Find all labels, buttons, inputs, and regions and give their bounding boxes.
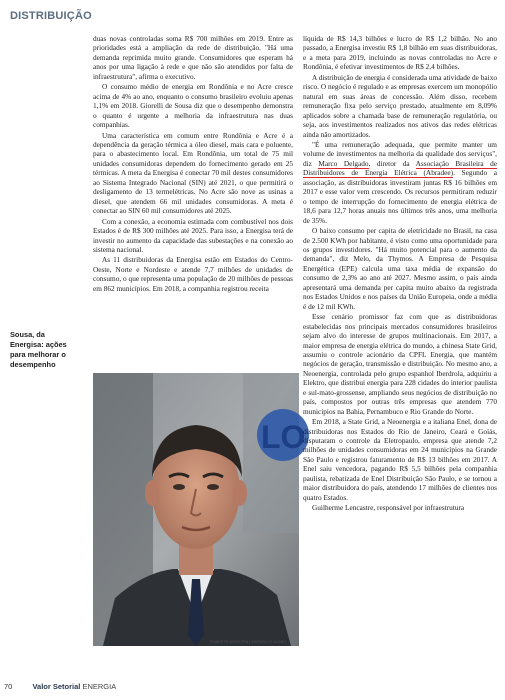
paragraph: duas novas controladas soma R$ 700 milhões em 2019. Entre as prioridades está a ampliação da rede de distribuição. "Há uma demanda reprimida muito grande. Consumidores que esperam há anos por uma ligação à rede e que não são atendidos por falta de infraestrutura", afirma o executivo.	[93, 34, 293, 81]
page-footer	[4, 682, 244, 691]
portrait-photo	[93, 373, 306, 646]
highlighted-association: Associação Brasileira de Distribuidores de Energia Elétrica (Abradee)	[303, 158, 497, 178]
paragraph: As 11 distribuidoras da Energisa estão em Estados do Centro-Oeste, Norte e Nordeste e atende 7,7 milhões de unidades de consumo, o que representa uma população de 20 milhões de pessoas em 862 municípios. Em 2018, a companhia registrou receita	[93, 255, 293, 293]
quote-text: , diretor da	[368, 158, 416, 168]
paragraph: Esse cenário promissor faz com que as distribuidoras estabelecidas nos principais mercados consumidores brasileiros sejam alvo do interesse de grupos multinacionais. Em 2017, a maior empresa de energia elétrica do mundo, a chinesa State Grid, assumiu o controle acionário da CPFL Energia, que mantém negócios de geração, transmissão e distribuição. No mesmo ano, a Neoenergia, controlada pelo grupo espanhol Iberdrola, adquiriu a Elektro, que distribui energia para 228 cidades do interior paulista e sul-mato-grossense, ampliando seus negócios de distribuição no país, compostos por outras três empresas que atendem 770 municípios na Bahia, Pernambuco e Rio Grande do Norte.	[303, 312, 497, 416]
article-column-middle	[93, 34, 293, 294]
publication-section: ENERGIA	[82, 682, 117, 691]
photo-caption: Sousa, da Energisa: ações para melhorar o desempenho	[10, 330, 67, 369]
paragraph: Uma característica em comum entre Rondônia e Acre é a dependência da geração térmica a óleo diesel, mais cara e poluente, para o abastecimento local. Em Rondônia, um total de 75 mil unidades consumidoras dependem do fornecimento gerado em 25 térmicas. A meta da Energisa é conectar 70 mil destes consumidores ao Sistema Integrado Nacional (SIN) até 2021, o que permitirá o desligamento de 13 termelétricas. No Acre são nove as usinas a diesel, que atendem 66 mil unidades consumidoras. A meta é conectar ao SIN 60 mil consumidores até 2025.	[93, 130, 293, 216]
quote-text: "É uma remuneração adequada, que permite manter um volume de investimentos na melhoria da qualidade dos serviços", diz	[303, 139, 497, 168]
photo-credit: ROBERTO MOREYRA | AGÊNCIA O GLOBO	[210, 640, 287, 644]
paragraph: Com a conexão, a economia estimada com combustível nos dois Estados é de R$ 300 milhões até 2025. Para isso, a Energisa terá de investir no aumento da capacidade das subestações e na conexão ao sistema nacional.	[93, 216, 293, 254]
paragraph	[303, 140, 497, 225]
quote-text: . Segundo a associação, as distribuidoras investiram juntas R$ 16 bilhões em 2017 e esse valor vem crescendo. Os recursos permitiram reduzir o tempo de interrupção do fornecimento de energia elétrica de 18,6 para 12,7 horas anuais nos últimos três anos, uma melhoria de 35%.	[303, 168, 497, 225]
page-number: 70	[4, 682, 13, 691]
section-title: DISTRIBUIÇÃO	[10, 10, 92, 22]
paragraph: O consumo médio de energia em Rondônia e no Acre cresce acima de 4% ao ano, enquanto o consumo brasileiro evoluiu apenas 1,1% em 2018. Giorelli de Sousa diz que o desempenho demonstra o quanto é urgente a melhoria da infraestrutura nas duas companhias.	[93, 82, 293, 130]
paragraph: Em 2018, a State Grid, a Neoenergia e a italiana Enel, dona de distribuidoras nos Estados do Rio de Janeiro, Ceará e Goiás, disputaram o controle da Eletropaulo, empresa que atende 7,2 milhões de unidades consumidoras em 24 municípios na Grande São Paulo e registrou faturamento de R$ 13 bilhões em 2017. A Enel saiu vencedora, pagando R$ 5,5 bilhões pela companhia paulista, rebatizada de Enel Distribuição São Paulo, e se tornou a maior distribuidora do país, atendendo 17 milhões de clientes nos quatro Estados.	[303, 417, 497, 502]
paragraph: líquida de R$ 14,3 bilhões e lucro de R$ 1,2 bilhão. No ano passado, a Energisa investiu R$ 1,8 bilhão em suas distribuidoras, e a meta para 2019, incluindo as novas controladas no Acre e Rondônia, é efetivar investimentos de R$ 2,4 bilhões.	[303, 34, 497, 72]
publication-name: Valor Setorial	[32, 682, 81, 691]
article-column-right	[303, 34, 497, 514]
paragraph: Guilherme Lencastre, responsável por infraestrutura	[312, 503, 465, 513]
paragraph: O baixo consumo per capita de eletricidade no Brasil, na casa de 2.500 KWh por habitante, é visto como uma oportunidade para os grupos investidores. "Há muito potencial para o aumento da demanda", diz Melo, da Thymos. A Empresa de Pesquisa Energética (EPE) calcula uma taxa média de expansão do consumo de 2,3% ao ano até 2027. Mesmo assim, o país ainda apresentará uma demanda per capita muito abaixo da registrada nos Estados Unidos e nos países da União Europeia, onde a média é de 12 mil KWh.	[303, 226, 497, 311]
highlighted-name: Marco Delgado	[318, 158, 369, 168]
paragraph: A distribuição de energia é considerada uma atividade de baixo risco. O negócio é regulado e as empresas exercem um monopólio natural em suas áreas de concessão. Além disso, recebem remuneração fixa pelo serviço prestado, atualmente em 8,09% aplicados sobre a chamada base de remuneração regulatória, ou seja, aos investimentos realizados nos ativos das redes elétricas ainda não amortizados.	[303, 72, 497, 139]
background-logo-text: LO	[261, 419, 306, 455]
portrait-illustration	[93, 373, 306, 646]
